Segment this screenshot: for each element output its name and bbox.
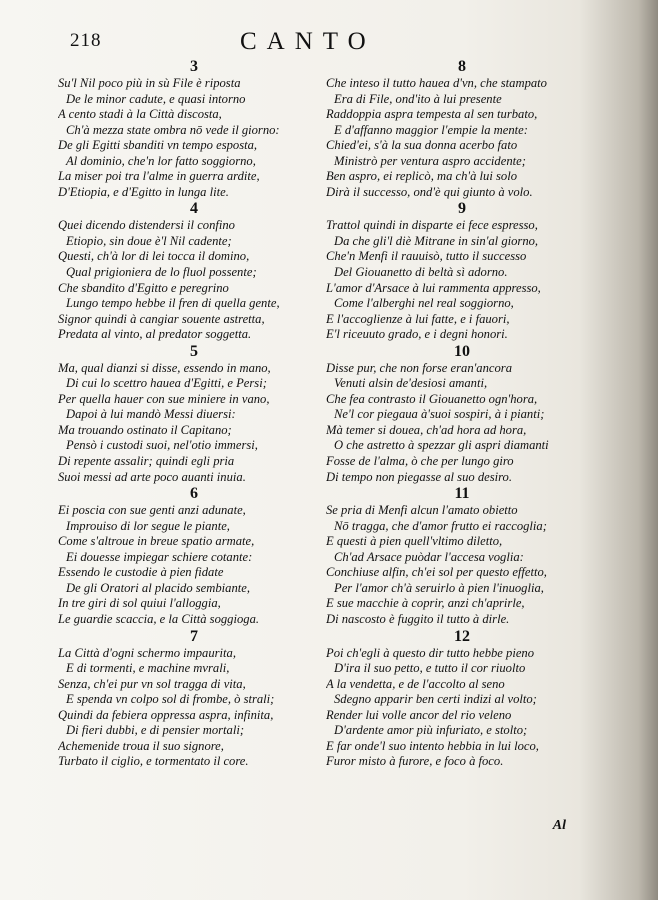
verse-line: Da che gli'l diè Mitrane in sin'al giorno, xyxy=(334,233,539,248)
left-column xyxy=(58,58,330,770)
verse-line: Che fea contrasto il Giouanetto ogn'hora, xyxy=(326,391,538,406)
verse-line: Senza, ch'ei pur vn sol tragga di vita, xyxy=(58,676,246,691)
verse-line: A la vendetta, e de l'accolto al seno xyxy=(326,676,505,691)
page-number: 218 xyxy=(70,30,102,51)
verse-line: Come l'alberghi nel real soggiorno, xyxy=(334,296,514,311)
verse-line: Su'l Nil poco più in sù File è riposta xyxy=(58,76,241,90)
verse-line: Dirà il successo, ond'è qui giunto à volo. xyxy=(326,184,533,199)
verse-line: Ben aspro, ei replicò, ma ch'à lui solo xyxy=(326,169,517,184)
verse-line: Di fieri dubbi, e di pensier mortali; xyxy=(66,723,245,738)
verse-line: In tre giri di sol quiui l'alloggia, xyxy=(58,596,221,611)
verse-line: Questi, ch'à lor di lei tocca il domino, xyxy=(58,249,250,264)
stanza xyxy=(326,485,598,627)
verse-line: Dapoi à lui mandò Messi diuersi: xyxy=(66,407,236,422)
verse-line: O che astretto à spezzar gli aspri diamanti xyxy=(334,438,549,453)
verse-line: Di nascosto è fuggito il tutto à dirle. xyxy=(326,611,510,626)
page-header xyxy=(70,28,590,58)
verse-line: Come s'altroue in breue spatio armate, xyxy=(58,534,255,549)
verse-line: Qual prigioniera de lo fluol possente; xyxy=(66,265,257,280)
verse-line: Era di File, ond'ito à lui presente xyxy=(334,91,502,106)
verse-line: Del Giouanetto di beltà sì adorno. xyxy=(334,265,508,280)
stanza-number: 9 xyxy=(458,200,466,218)
verse-line: Per l'amor ch'à seruirlo à pien l'inuoglia, xyxy=(334,580,544,595)
verse-line: Le guardie scaccia, e la Città soggioga. xyxy=(58,611,260,626)
verse-line: E'l riceuuto grado, e i degni honori. xyxy=(326,327,508,342)
verse-line: Che sbandito d'Egitto e peregrino xyxy=(58,280,229,295)
verse-line: Venuti alsin de'desiosi amanti, xyxy=(334,376,488,391)
verse-line: Signor quindi à cangiar souente astretta, xyxy=(58,311,265,326)
verse-line: Ne'l cor piegaua à'suoi sospiri, à i pianti; xyxy=(334,407,545,422)
verse-line: A cento stadi à la Città discosta, xyxy=(58,107,222,122)
running-head: CANTO xyxy=(240,28,376,55)
verse-line: Furor misto à furore, e foco à foco. xyxy=(326,754,504,769)
verse-line: Chied'ei, s'à la sua donna acerbo fato xyxy=(326,138,518,153)
stanza-number: 7 xyxy=(190,627,198,645)
verse-line: Disse pur, che non forse eran'ancora xyxy=(326,360,512,375)
verse-line: De le minor cadute, e quasi intorno xyxy=(66,91,246,106)
verse-line: Pensò i custodi suoi, nel'otio immersi, xyxy=(66,438,258,453)
verse-line: Ch'ad Arsace puòdar l'accesa voglia: xyxy=(334,549,524,564)
stanza-number: 5 xyxy=(190,342,198,360)
verse-line: D'ardente amor più infuriato, e stolto; xyxy=(334,723,528,738)
verse-line: Se pria di Menfi alcun l'amato obietto xyxy=(326,503,518,518)
verse-line: La Città d'ogni schermo impaurita, xyxy=(58,645,236,660)
verse-line: D'ira il suo petto, e tutto il cor riuolto xyxy=(334,661,526,676)
stanza xyxy=(58,485,330,627)
verse-line: Ministrò per ventura aspro accidente; xyxy=(334,153,526,168)
right-column xyxy=(326,58,598,770)
stanza xyxy=(326,200,598,342)
verse-line: Suoi messi ad arte poco auanti inuia. xyxy=(58,469,246,484)
verse-line: Sdegno apparir ben certi indizi al volto; xyxy=(334,692,537,707)
verse-line: Mà temer si doueа, ch'ad hora ad hora, xyxy=(326,422,527,437)
verse-line: L'amor d'Arsace à lui rammenta appresso, xyxy=(326,280,541,295)
verse-line: Achemenide troua il suo signore, xyxy=(58,738,224,753)
verse-line: Quei dicendo distendersi il confino xyxy=(58,218,235,233)
verse-line: Ei poscia con sue genti anzi adunate, xyxy=(58,503,246,518)
verse-line: Ch'à mezza state ombra nō vede il giorno: xyxy=(66,122,280,137)
verse-line: Di repente assalir; quindi egli pria xyxy=(58,454,235,469)
verse-line: E l'accoglienze à lui fatte, e i fauori, xyxy=(326,311,510,326)
verse-line: Di cui lo scettro haueа d'Egitti, e Persi; xyxy=(66,376,267,391)
verse-line: Etiopio, sin doue è'l Nil cadente; xyxy=(66,233,232,248)
stanza xyxy=(58,628,330,770)
verse-line: Di tempo non piegasse al suo desiro. xyxy=(326,469,512,484)
verse-line: Quindi da febiera oppressa aspra, infinita, xyxy=(58,707,274,722)
verse-line: Conchiuse alfin, ch'ei sol per questo effetto, xyxy=(326,565,547,580)
stanza-number: 8 xyxy=(458,58,466,75)
stanza xyxy=(58,200,330,342)
verse-line: Poi ch'egli à questo dir tutto hebbe pieno xyxy=(326,645,535,660)
verse-line: D'Etiopia, e d'Egitto in lunga lite. xyxy=(58,184,229,199)
stanza-number: 3 xyxy=(190,58,198,75)
verse-line: Lungo tempo hebbe il fren di quella gente, xyxy=(66,296,280,311)
catchword: Al xyxy=(552,818,566,833)
verse-line: Ma, qual dianzi si disse, essendo in mano, xyxy=(58,360,271,375)
stanza-number: 10 xyxy=(454,342,470,360)
stanza-number: 6 xyxy=(190,485,198,503)
verse-line: Improuiso di lor segue le piante, xyxy=(66,518,230,533)
verse-line: Al dominio, che'n lor fatto soggiorno, xyxy=(66,153,256,168)
verse-line: E questi à pien quell'vltimo diletto, xyxy=(326,534,503,549)
stanza xyxy=(326,628,598,770)
verse-line: La miser poi tra l'alme in guerra ardite, xyxy=(58,169,260,184)
verse-line: Raddoppia aspra tempesta al sen turbato, xyxy=(326,107,538,122)
verse-line: Trattol quindi in disparte ei fece espresso, xyxy=(326,218,538,233)
stanza xyxy=(326,58,598,200)
stanza-number: 11 xyxy=(454,485,470,503)
verse-line: E spenda vn colpo sol di frombe, ò strali; xyxy=(66,692,275,707)
verse-line: Per quella hauer con sue miniere in vano, xyxy=(58,391,270,406)
stanza-number: 12 xyxy=(454,627,470,645)
verse-line: Ei douesse impiegar schiere cotante: xyxy=(66,549,253,564)
verse-line: De gli Oratori al placido sembiante, xyxy=(66,580,250,595)
verse-line: Che inteso il tutto haueа d'vn, che stampato xyxy=(326,76,547,90)
verse-line: Nō tragga, che d'amor frutto ei raccoglia; xyxy=(334,518,547,533)
verse-line: Render lui volle ancor del rio veleno xyxy=(326,707,512,722)
verse-line: De gli Egitti sbanditi vn tempo esposta, xyxy=(58,138,258,153)
stanza xyxy=(58,58,330,200)
verse-line: Essendo le custodie à pien fidate xyxy=(58,565,224,580)
verse-line: Predata al vinto, al predator soggetta. xyxy=(58,327,252,342)
verse-line: E sue macchie à coprir, anzi ch'aprirle, xyxy=(326,596,525,611)
verse-line: Fosse de l'alma, ò che per lungo giro xyxy=(326,454,514,469)
stanza xyxy=(58,343,330,485)
verse-line: E d'affanno maggior l'empie la mente: xyxy=(334,122,528,137)
stanza-number: 4 xyxy=(190,200,198,218)
verse-line: Che'n Menfi il rauuisò, tutto il successo xyxy=(326,249,527,264)
verse-line: E far onde'l suo intento hebbia in lui loco, xyxy=(326,738,539,753)
verse-line: Turbato il ciglio, e tormentato il core. xyxy=(58,754,249,769)
verse-line: E di tormenti, e machine mvrali, xyxy=(66,661,230,676)
verse-line: Ma trouando ostinato il Capitano; xyxy=(58,422,232,437)
stanza xyxy=(326,343,598,485)
